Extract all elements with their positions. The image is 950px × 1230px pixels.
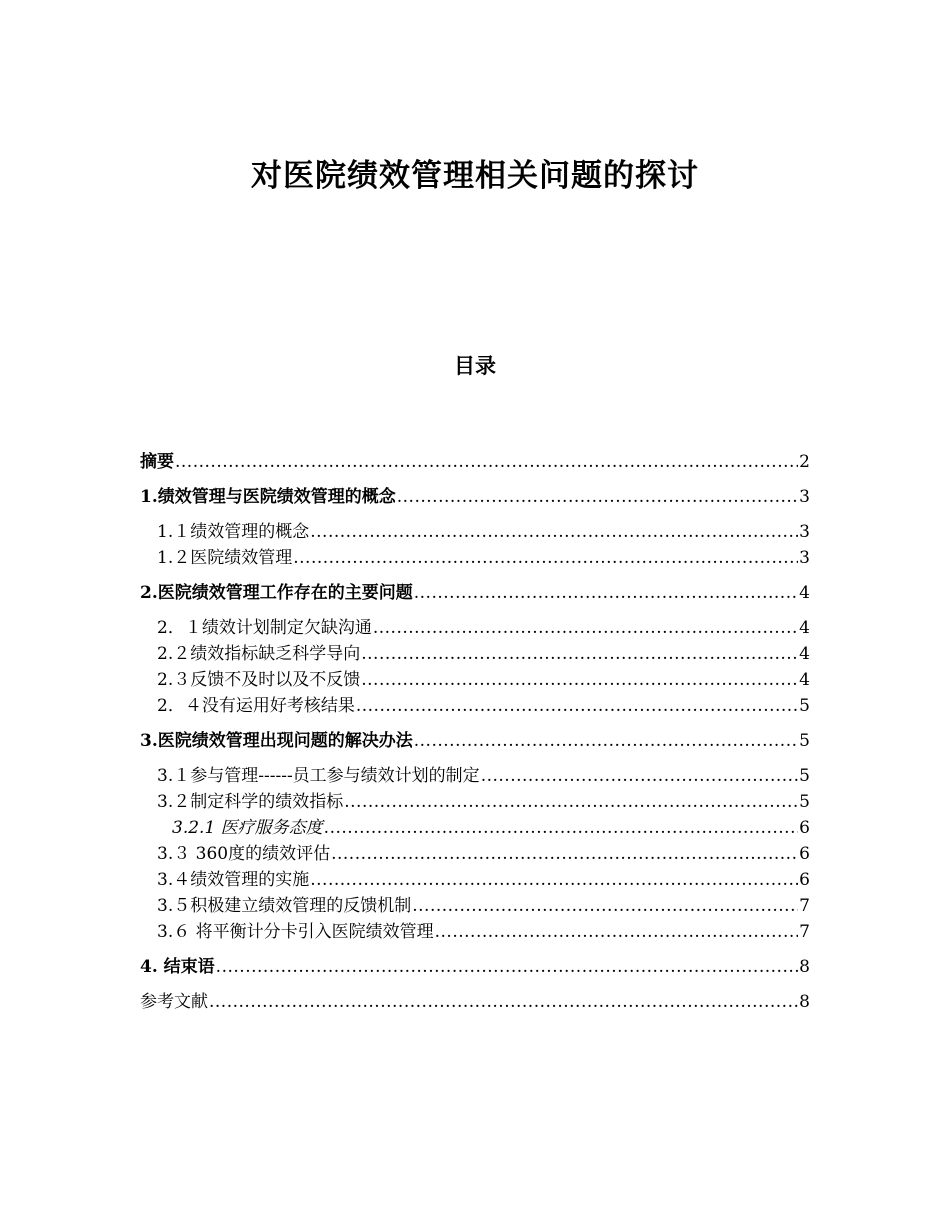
toc-leader-dots [344,789,798,815]
toc-entry-text: 3.６ 将平衡计分卡引入医院绩效管理 [157,922,434,942]
toc-entry[interactable] [140,789,810,815]
toc-entry[interactable] [140,841,810,867]
toc-entry[interactable] [140,484,810,510]
toc-page-number: 4 [799,583,810,603]
toc-page-number: 6 [799,818,810,838]
toc-page-number: 5 [799,731,810,751]
toc-page-number: 5 [799,792,810,812]
toc-entry[interactable] [140,519,810,545]
toc-entry-text: 1.１绩效管理的概念 [157,522,310,542]
toc-page-number: 7 [799,896,810,916]
toc-page-number: 3 [799,487,810,507]
toc-page-number: 4 [799,644,810,664]
toc-entry-text: 3.５积极建立绩效管理的反馈机制 [157,896,412,916]
toc-entry-text: 2.２绩效指标缺乏科学导向 [157,644,361,664]
document-title: 对医院绩效管理相关问题的探讨 [251,158,699,194]
toc-entry[interactable] [140,919,810,945]
toc-leader-dots [414,580,798,606]
toc-entry-text: 2．４没有运用好考核结果 [157,696,355,716]
toc-page-number: 6 [799,844,810,864]
toc-leader-dots [310,519,798,545]
toc-leader-dots [310,867,798,893]
toc-entry-text: 3.2.1 医疗服务态度 [172,818,323,838]
toc-entry[interactable] [140,893,810,919]
toc-entry-text: 3.医院绩效管理出现问题的解决办法 [140,731,413,751]
toc-leader-dots [481,763,798,789]
toc-page-number: 5 [799,766,810,786]
toc-entry[interactable] [140,449,810,475]
toc-entry-text: 参考文献 [140,992,208,1012]
toc-entry-text: 3.３ 360度的绩效评估 [157,844,331,864]
toc-entry-text: 1.２医院绩效管理 [157,548,293,568]
toc-entry[interactable] [140,867,810,893]
toc-leader-dots [435,919,799,945]
toc-page-number: 5 [799,696,810,716]
toc-entry[interactable] [140,954,810,980]
toc-entry-text: 1.绩效管理与医院绩效管理的概念 [140,487,396,507]
toc-page-number: 4 [799,670,810,690]
toc-page-number: 6 [799,870,810,890]
toc-entry-text: 摘要 [140,452,174,472]
toc-leader-dots [412,893,798,919]
toc-leader-dots [293,545,798,571]
toc-entry-text: 2.３反馈不及时以及不反馈 [157,670,361,690]
toc-page-number: 7 [799,922,810,942]
toc-entry[interactable] [140,545,810,571]
toc-entry[interactable] [140,641,810,667]
toc-leader-dots [175,449,798,475]
toc-entry-text: 2．１绩效计划制定欠缺沟通 [157,618,372,638]
toc-leader-dots [324,815,799,841]
toc-page-number: 4 [799,618,810,638]
toc-leader-dots [331,841,798,867]
toc-entry[interactable] [140,580,810,606]
toc-heading: 目录 [454,353,496,378]
toc-entry-text: 3.４绩效管理的实施 [157,870,310,890]
toc-entry[interactable] [140,667,810,693]
toc-page-number: 8 [799,957,810,977]
toc-entry[interactable] [140,728,810,754]
toc-leader-dots [356,693,798,719]
toc-leader-dots [209,989,798,1015]
toc-leader-dots [216,954,799,980]
toc-page-number: 3 [799,522,810,542]
toc-page-number: 2 [799,452,810,472]
toc-entry[interactable] [140,693,810,719]
toc-entry[interactable] [140,615,810,641]
toc-leader-dots [414,728,798,754]
toc-leader-dots [361,641,798,667]
toc-entry-text: 3.２制定科学的绩效指标 [157,792,344,812]
toc-entry[interactable] [140,989,810,1015]
toc-page-number: 8 [799,992,810,1012]
toc-entry-text: 3.１参与管理------员工参与绩效计划的制定 [157,766,480,786]
toc-leader-dots [397,484,798,510]
toc-entry-text: 2.医院绩效管理工作存在的主要问题 [140,583,413,603]
toc-page-number: 3 [799,548,810,568]
toc-entry-text: 4. 结束语 [140,957,215,977]
toc-leader-dots [361,667,798,693]
toc-leader-dots [373,615,798,641]
table-of-contents [140,449,810,1015]
toc-entry[interactable] [140,815,810,841]
toc-entry[interactable] [140,763,810,789]
